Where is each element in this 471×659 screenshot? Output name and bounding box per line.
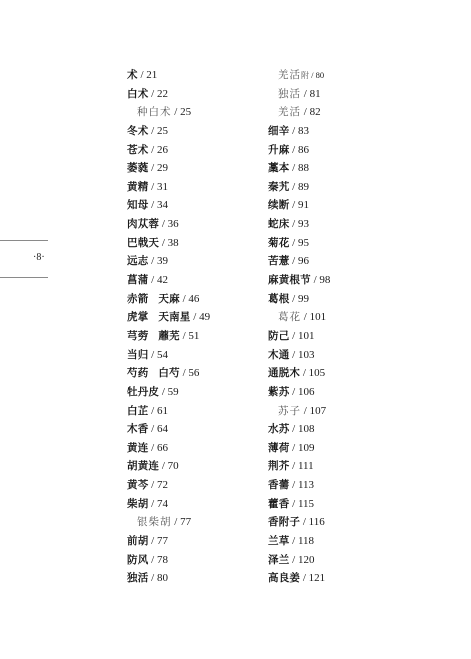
entry-page-number: 77 — [180, 516, 192, 529]
entry-page-number: 113 — [297, 479, 315, 492]
toc-entry — [268, 122, 428, 141]
entry-page-number: 26 — [156, 143, 168, 156]
entry-page-number: 56 — [188, 367, 200, 380]
side-folio-marker — [0, 240, 48, 278]
entry-page-number: 93 — [297, 218, 309, 231]
entry-name: 虎掌 — [127, 311, 149, 324]
toc-entry — [127, 439, 257, 458]
entry-page-number: 91 — [297, 199, 309, 212]
entry-name: 木通 — [268, 348, 290, 361]
entry-page-number: 78 — [156, 553, 168, 566]
toc-entry — [127, 103, 257, 122]
page-folio: ·8· — [33, 252, 45, 263]
entry-name: 独活 — [127, 572, 149, 585]
toc-entry — [268, 420, 428, 439]
toc-entry — [268, 383, 428, 402]
toc-entry — [127, 476, 257, 495]
toc-entry — [127, 569, 257, 588]
entry-separator: / — [289, 348, 298, 361]
entry-separator: / — [148, 274, 157, 287]
entry-page-number: 86 — [297, 143, 309, 156]
entry-separator: / — [301, 404, 310, 417]
toc-entry — [127, 457, 257, 476]
entry-separator: / — [289, 292, 298, 305]
toc-entry — [268, 364, 428, 383]
entry-separator: / — [159, 385, 168, 398]
entry-separator: / — [289, 255, 298, 268]
entry-name: 黄连 — [127, 441, 149, 454]
entry-separator: / — [179, 367, 189, 380]
entry-page-number: 120 — [297, 553, 315, 566]
entry-name: 当归 — [127, 348, 149, 361]
entry-page-number: 99 — [297, 292, 309, 305]
entry-name: 芎䓖 — [127, 329, 149, 342]
entry-page-number: 118 — [297, 535, 315, 548]
toc-entry — [268, 457, 428, 476]
folio-rule-bottom — [0, 277, 48, 278]
entry-separator: / — [148, 124, 157, 137]
toc-entry — [127, 402, 257, 421]
toc-entry — [127, 551, 257, 570]
entry-name: 冬术 — [127, 124, 149, 137]
entry-separator: / — [190, 311, 200, 324]
entry-name: 牡丹皮 — [127, 385, 160, 398]
toc-entry — [127, 513, 257, 532]
entry-separator: / — [148, 348, 157, 361]
entry-name: 肉苁蓉 — [127, 218, 160, 231]
toc-entry — [268, 308, 428, 327]
toc-entry — [127, 85, 257, 104]
toc-entry — [127, 364, 257, 383]
entry-page-number: 115 — [297, 497, 315, 510]
toc-entry — [127, 420, 257, 439]
entry-separator: / — [148, 180, 157, 193]
entry-page-number: 21 — [146, 69, 158, 81]
entry-separator: / — [148, 535, 157, 548]
toc-entry — [127, 346, 257, 365]
entry-name: 苦薏 — [268, 255, 290, 268]
entry-separator: / — [171, 516, 181, 529]
entry-name: 防风 — [127, 553, 149, 566]
entry-separator: / — [289, 385, 298, 398]
toc-entry — [127, 290, 257, 309]
toc-entry — [268, 196, 428, 215]
entry-separator: / — [300, 516, 309, 529]
entry-name: 前胡 — [127, 535, 149, 548]
entry-page-number: 49 — [199, 311, 211, 324]
entry-name: 种白术 — [137, 106, 172, 119]
entry-separator: / — [289, 143, 298, 156]
entry-name: 兰草 — [268, 535, 290, 548]
entry-page-number: 29 — [156, 162, 168, 175]
entry-separator: / — [148, 553, 157, 566]
entry-name: 泽兰 — [268, 553, 290, 566]
toc-entry — [268, 476, 428, 495]
entry-separator: / — [289, 236, 298, 249]
entry-separator: / — [289, 329, 298, 342]
entry-name: 水苏 — [268, 423, 290, 436]
entry-separator: / — [289, 441, 298, 454]
entry-name: 菖蒲 — [127, 274, 149, 287]
entry-name: 防己 — [268, 329, 290, 342]
entry-separator: / — [309, 70, 316, 80]
entry-page-number: 42 — [156, 274, 168, 287]
entry-page-number: 106 — [297, 385, 315, 398]
entry-name: 秦艽 — [268, 180, 290, 193]
entry-separator: / — [148, 255, 157, 268]
entry-name: 远志 — [127, 255, 149, 268]
toc-entry — [127, 532, 257, 551]
toc-entry — [268, 141, 428, 160]
toc-entry — [268, 159, 428, 178]
entry-name: 巴戟天 — [127, 236, 160, 249]
entry-page-number: 74 — [156, 497, 168, 510]
entry-name: 柴胡 — [127, 497, 149, 510]
entry-name: 麻黄根节 — [268, 274, 311, 287]
entry-name: 萎蕤 — [127, 162, 149, 175]
toc-entry — [127, 234, 257, 253]
toc-entry — [127, 327, 257, 346]
entry-name: 细辛 — [268, 124, 290, 137]
entry-page-number: 34 — [156, 199, 168, 212]
entry-name: 续断 — [268, 199, 290, 212]
entry-page-number: 109 — [297, 441, 315, 454]
toc-entry — [268, 513, 428, 532]
entry-page-number: 25 — [156, 124, 168, 137]
entry-page-number: 89 — [297, 180, 309, 193]
entry-page-number: 61 — [156, 404, 168, 417]
entry-page-number: 72 — [156, 479, 168, 492]
toc-entry — [268, 346, 428, 365]
entry-separator: / — [171, 106, 181, 119]
entry-page-number: 77 — [156, 535, 168, 548]
entry-separator: / — [289, 553, 298, 566]
entry-name: 紫苏 — [268, 385, 290, 398]
entry-page-number: 108 — [297, 423, 315, 436]
toc-entry — [268, 271, 428, 290]
entry-name: 白术 — [127, 87, 149, 100]
toc-entry — [268, 551, 428, 570]
toc-entry — [268, 327, 428, 346]
toc-entry — [127, 495, 257, 514]
toc-entry — [127, 308, 257, 327]
entry-page-number: 121 — [308, 572, 326, 585]
entry-separator: / — [289, 124, 298, 137]
entry-separator: / — [289, 162, 298, 175]
toc-entry — [127, 178, 257, 197]
toc-entry — [268, 402, 428, 421]
entry-page-number: 59 — [167, 385, 179, 398]
entry-separator: / — [301, 87, 310, 100]
entry-page-number: 66 — [156, 441, 168, 454]
entry-page-number: 70 — [167, 460, 179, 473]
toc-right-column — [268, 66, 428, 588]
entry-suffix: 附 — [301, 71, 309, 80]
entry-page-number: 36 — [167, 218, 179, 231]
entry-separator: / — [159, 218, 168, 231]
toc-entry — [268, 66, 428, 85]
toc-entry — [268, 569, 428, 588]
entry-page-number: 107 — [309, 404, 327, 417]
entry-separator: / — [148, 479, 157, 492]
toc-entry — [268, 290, 428, 309]
entry-separator: / — [179, 292, 189, 305]
entry-name: 荆芥 — [268, 460, 290, 473]
entry-separator: / — [289, 460, 298, 473]
entry-separator: / — [300, 367, 309, 380]
entry-name: 木香 — [127, 423, 149, 436]
entry-separator: / — [300, 572, 309, 585]
entry-separator: / — [159, 236, 168, 249]
entry-page-number: 101 — [297, 329, 315, 342]
entry-page-number: 88 — [297, 162, 309, 175]
entry-name: 薄荷 — [268, 441, 290, 454]
entry-separator: / — [310, 274, 320, 287]
toc-entry — [127, 252, 257, 271]
entry-separator: / — [289, 479, 298, 492]
entry-separator: / — [289, 218, 298, 231]
toc-entry — [127, 271, 257, 290]
entry-page-number: 103 — [297, 348, 315, 361]
entry-page-number: 83 — [297, 124, 309, 137]
entry-separator: / — [159, 460, 168, 473]
entry-name: 葛根 — [268, 292, 290, 305]
entry-name: 独活 — [278, 87, 301, 100]
entry-name: 白芷 — [127, 404, 149, 417]
entry-separator: / — [301, 311, 310, 324]
entry-page-number: 39 — [156, 255, 168, 268]
entry-separator: / — [148, 441, 157, 454]
toc-entry — [268, 252, 428, 271]
entry-separator: / — [148, 199, 157, 212]
entry-page-number: 82 — [309, 106, 321, 119]
entry-page-number: 31 — [156, 180, 168, 193]
entry-page-number: 54 — [156, 348, 168, 361]
entry-name: 香附子 — [268, 516, 301, 529]
entry-name: 苍术 — [127, 143, 149, 156]
entry-name-secondary: 白芍 — [158, 367, 180, 380]
entry-name: 黄精 — [127, 180, 149, 193]
entry-page-number: 25 — [180, 106, 192, 119]
entry-page-number: 38 — [167, 236, 179, 249]
entry-name-secondary: 天麻 — [158, 292, 180, 305]
entry-separator: / — [148, 423, 157, 436]
toc-entry — [127, 141, 257, 160]
toc-entry — [268, 439, 428, 458]
toc-entry — [127, 215, 257, 234]
entry-page-number: 96 — [297, 255, 309, 268]
entry-page-number: 98 — [319, 274, 331, 287]
entry-name: 葛花 — [278, 311, 301, 324]
entry-separator: / — [148, 87, 157, 100]
toc-entry — [268, 495, 428, 514]
toc-entry — [268, 178, 428, 197]
entry-name: 羌活 — [278, 69, 301, 81]
entry-separator: / — [148, 404, 157, 417]
entry-name: 银柴胡 — [137, 516, 172, 529]
entry-name: 黄芩 — [127, 479, 149, 492]
entry-page-number: 22 — [156, 87, 168, 100]
entry-name: 香薷 — [268, 479, 290, 492]
entry-page-number: 81 — [309, 87, 321, 100]
entry-separator: / — [289, 535, 298, 548]
entry-separator: / — [289, 199, 298, 212]
entry-name: 菊花 — [268, 236, 290, 249]
entry-name: 苏子 — [278, 404, 301, 417]
entry-name: 藿香 — [268, 497, 290, 510]
toc-entry — [268, 103, 428, 122]
toc-entry — [127, 122, 257, 141]
entry-page-number: 80 — [156, 572, 168, 585]
toc-entry — [268, 85, 428, 104]
entry-separator: / — [301, 106, 310, 119]
entry-page-number: 64 — [156, 423, 168, 436]
entry-page-number: 111 — [297, 460, 314, 473]
entry-name: 芍药 — [127, 367, 149, 380]
entry-separator: / — [148, 143, 157, 156]
entry-name: 升麻 — [268, 143, 290, 156]
entry-separator: / — [148, 497, 157, 510]
entry-separator: / — [179, 329, 189, 342]
entry-name: 胡黄连 — [127, 460, 160, 473]
toc-left-column — [127, 66, 257, 588]
toc-entry — [268, 215, 428, 234]
entry-name: 高良姜 — [268, 572, 301, 585]
entry-name: 知母 — [127, 199, 149, 212]
entry-page-number: 80 — [315, 70, 325, 80]
entry-name: 术 — [127, 69, 138, 81]
entry-name: 蛇床 — [268, 218, 290, 231]
folio-rule-top — [0, 240, 48, 241]
entry-page-number: 101 — [309, 311, 327, 324]
entry-page-number: 116 — [308, 516, 325, 529]
entry-separator: / — [148, 162, 157, 175]
entry-separator: / — [289, 423, 298, 436]
entry-separator: / — [289, 180, 298, 193]
toc-entry — [127, 383, 257, 402]
entry-name-secondary: 天南星 — [158, 311, 191, 324]
toc-entry — [127, 66, 257, 85]
entry-page-number: 105 — [308, 367, 326, 380]
entry-name-secondary: 蘼芜 — [158, 329, 180, 342]
entry-separator: / — [148, 572, 157, 585]
toc-entry — [127, 196, 257, 215]
toc-entry — [127, 159, 257, 178]
entry-page-number: 46 — [188, 292, 200, 305]
toc-entry — [268, 532, 428, 551]
toc-entry — [268, 234, 428, 253]
entry-separator: / — [289, 497, 298, 510]
entry-page-number: 95 — [297, 236, 309, 249]
entry-name: 赤箭 — [127, 292, 149, 305]
entry-separator: / — [137, 69, 147, 81]
entry-page-number: 51 — [188, 329, 200, 342]
entry-name: 藁本 — [268, 162, 290, 175]
entry-name: 通脱木 — [268, 367, 301, 380]
entry-name: 羌活 — [278, 106, 301, 119]
